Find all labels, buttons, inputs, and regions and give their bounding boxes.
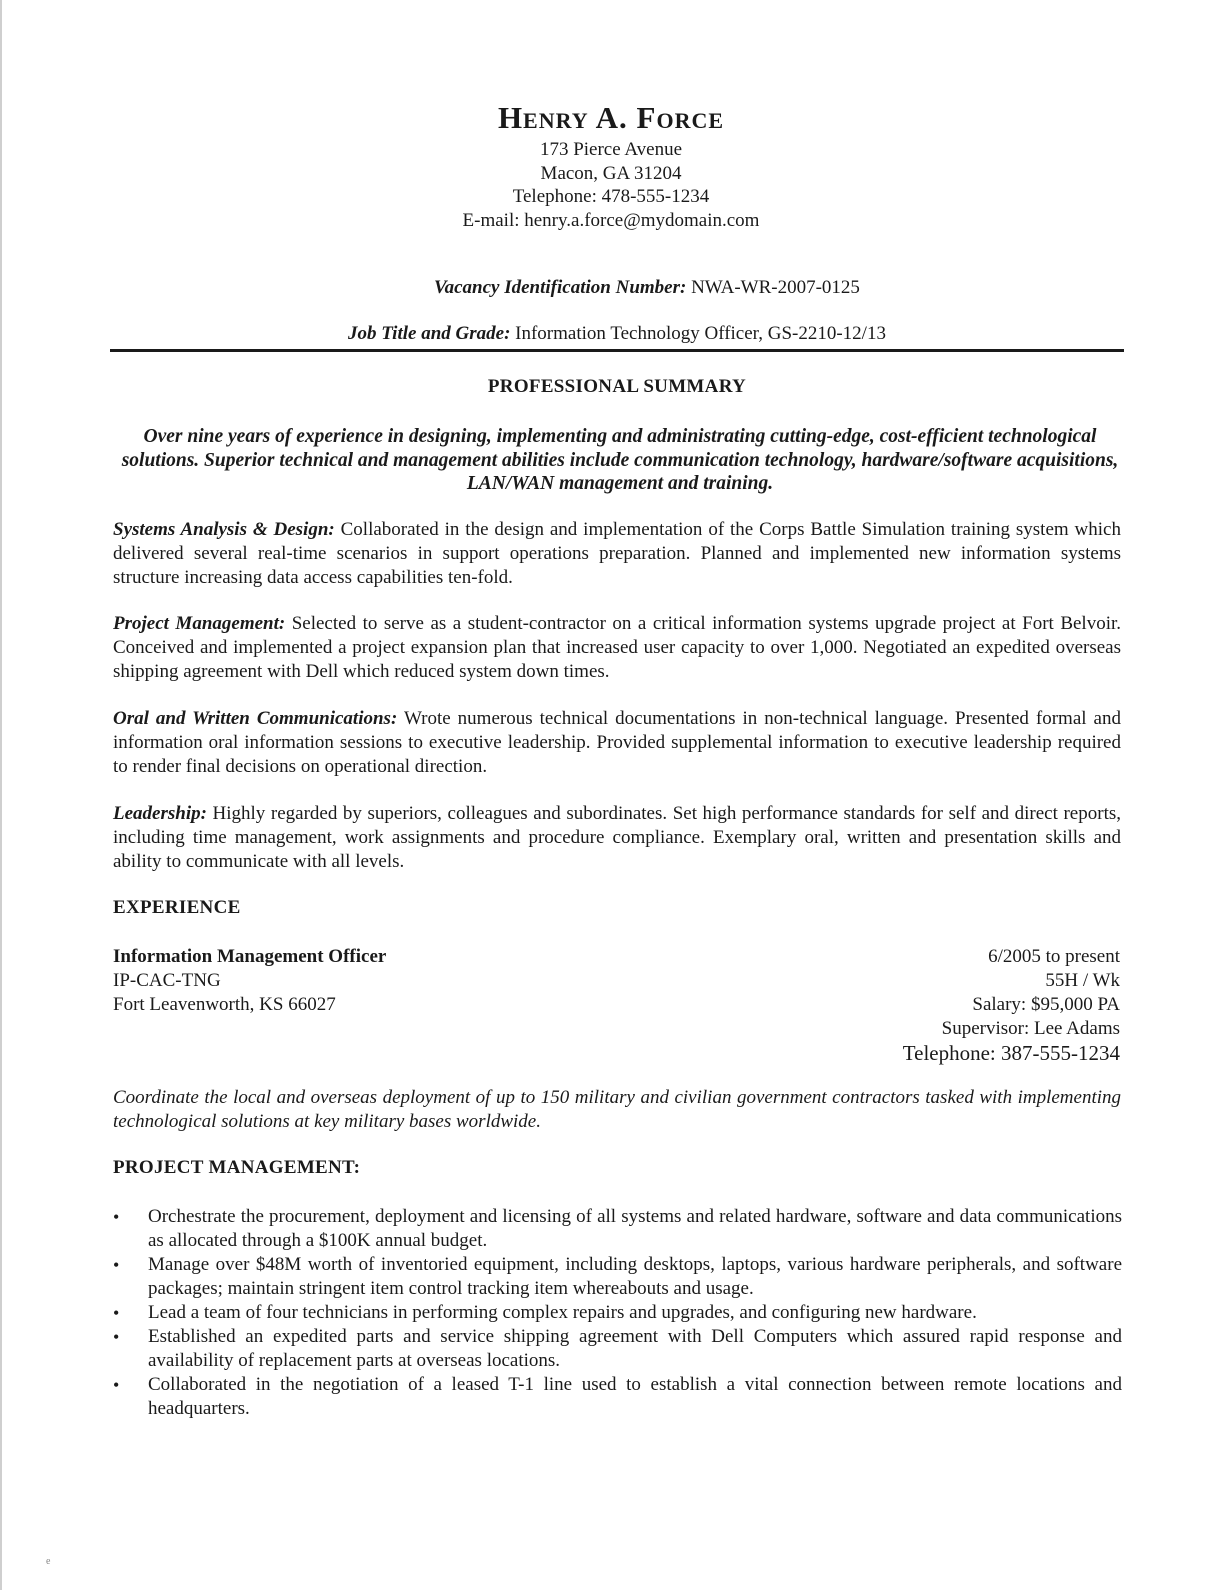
summary-paragraph-label: Leadership: [113, 803, 207, 824]
bullet-icon: • [113, 1303, 120, 1323]
vacancy-id-value: NWA-WR-2007-0125 [686, 277, 860, 298]
list-item [110, 1205, 1122, 1253]
summary-paragraph [113, 518, 1121, 590]
summary-paragraph [113, 707, 1121, 779]
summary-paragraph-text: Collaborated in the design and implementation of the Corps Battle Simulation training system which delivered several real-time scenarios in support operations preparation. Planned and implemented new information systems structure increasing data access capabilities ten-fold. [113, 519, 1121, 588]
vacancy-id-label: Vacancy Identification Number: [434, 277, 687, 298]
job-details-right [903, 945, 1120, 1065]
email: E-mail: henry.a.force@mydomain.com [462, 209, 760, 231]
summary-paragraph-label: Systems Analysis & Design: [113, 519, 335, 540]
bullet-icon: • [113, 1255, 120, 1275]
page-corner-mark: e [46, 1556, 51, 1567]
list-item-text: Established an expedited parts and service shipping agreement with Dell Computers which assured rapid response and availability of replacement parts at overseas locations. [148, 1326, 1122, 1371]
bullet-icon: • [113, 1327, 120, 1347]
address-line-2: Macon, GA 31204 [540, 162, 682, 184]
job-supervisor: Supervisor: Lee Adams [941, 1018, 1120, 1039]
list-item [110, 1301, 1122, 1325]
contact-header [2, 98, 1230, 232]
job-organization: IP-CAC-TNG [113, 970, 221, 991]
applicant-name: Henry A. Force [497, 100, 725, 135]
list-item-text: Collaborated in the negotiation of a leased T-1 line used to establish a vital connection between remote locations and headquarters. [148, 1374, 1122, 1419]
professional-summary-heading: PROFESSIONAL SUMMARY [487, 376, 747, 397]
job-title-value: Information Technology Officer, GS-2210-12/13 [510, 323, 886, 344]
job-salary: Salary: $95,000 PA [972, 994, 1120, 1015]
list-item [110, 1325, 1122, 1373]
project-management-heading: PROJECT MANAGEMENT: [113, 1157, 361, 1178]
vacancy-id [2, 277, 1230, 299]
address-line-1: 173 Pierce Avenue [539, 139, 683, 160]
header-divider [110, 349, 1124, 352]
summary-paragraph-text: Selected to serve as a student-contractor on a critical information systems upgrade project at Fort Belvoir. Conceived and implemented a project expansion plan that increased user capacity to over 1,000. Negotiated an expedited overseas shipping agreement with Dell which reduced system down times. [113, 613, 1122, 682]
job-dates: 6/2005 to present [988, 946, 1120, 967]
job-location: Fort Leavenworth, KS 66027 [113, 994, 336, 1015]
list-item-text: Lead a team of four technicians in performing complex repairs and upgrades, and configuring new hardware. [148, 1302, 977, 1323]
job-title-grade [2, 323, 1230, 345]
telephone: Telephone: 478-555-1234 [512, 186, 710, 207]
job-hours: 55H / Wk [1045, 970, 1120, 991]
project-management-list [110, 1205, 1122, 1421]
summary-paragraph [113, 612, 1121, 684]
summary-paragraph-label: Project Management: [113, 613, 286, 634]
job-title: Information Management Officer [113, 946, 387, 967]
bullet-icon: • [113, 1375, 120, 1395]
summary-paragraph [113, 802, 1121, 874]
summary-paragraph-text: Wrote numerous technical documentations in non-technical language. Presented formal and information oral information sessions to executive leadership. Provided supplemental information to executive leadership required to render final decisions on operational direction. [113, 708, 1121, 777]
summary-lead: Over nine years of experience in designing, implementing and administrating cutting-edge, cost-efficient technological solutions. Superior technical and management abilities include communication technology, hardware/software acquisitions, LAN/WAN management and training. [121, 426, 1119, 494]
list-item-text: Orchestrate the procurement, deployment and licensing of all systems and related hardware, software and data communications as allocated through a $100K annual budget. [148, 1206, 1122, 1251]
job-overview: Coordinate the local and overseas deployment of up to 150 military and civilian government contractors tasked with implementing technological solutions at key military bases worldwide. [113, 1087, 1121, 1132]
job-telephone: Telephone: 387-555-1234 [902, 1041, 1120, 1065]
list-item [110, 1253, 1122, 1301]
experience-heading: EXPERIENCE [113, 897, 241, 918]
job-title-label: Job Title and Grade: [348, 323, 511, 344]
job-details-left [113, 945, 386, 1017]
list-item-text: Manage over $48M worth of inventoried equipment, including desktops, laptops, various hardware peripherals, and software packages; maintain stringent item control tracking item whereabouts and usage. [148, 1254, 1122, 1299]
bullet-icon: • [113, 1207, 120, 1227]
list-item [110, 1373, 1122, 1421]
summary-paragraph-text: Highly regarded by superiors, colleagues and subordinates. Set high performance standards for self and direct reports, including time management, work assignments and procedure compliance. Exemplary oral, written and presentation skills and ability to communicate with all levels. [113, 803, 1121, 872]
summary-paragraph-label: Oral and Written Communications: [113, 708, 398, 729]
